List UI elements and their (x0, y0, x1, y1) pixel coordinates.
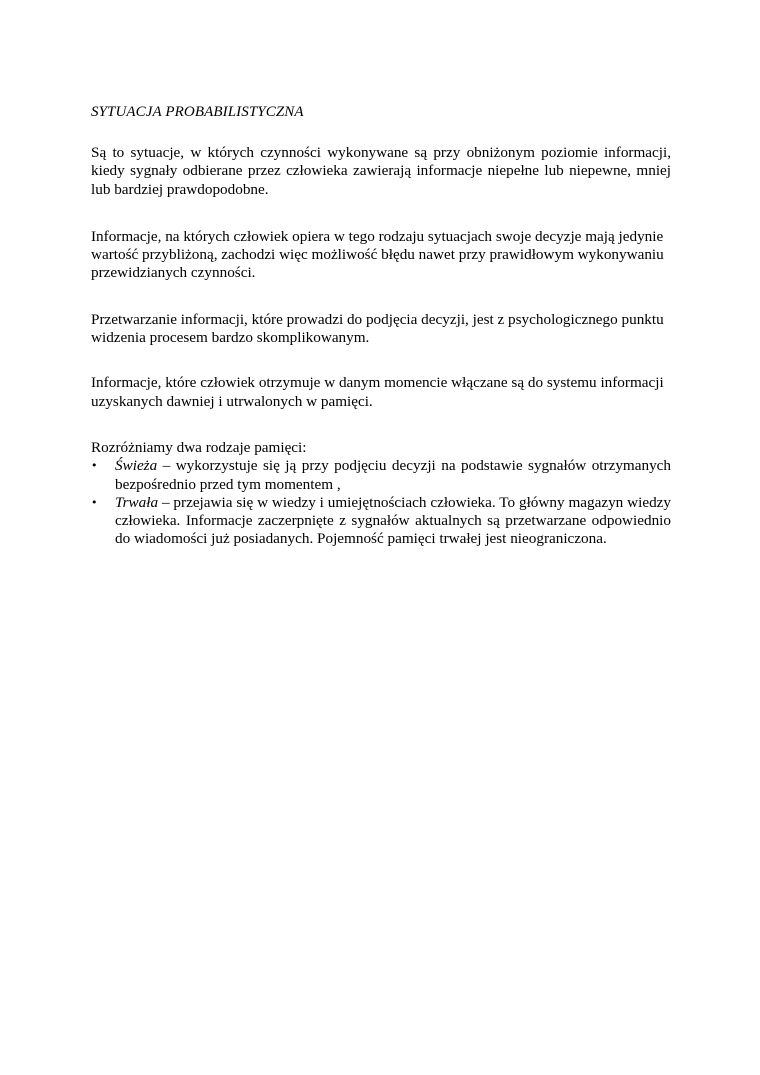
memory-term-fresh: Świeża (115, 457, 158, 475)
paragraph-memory-intro: Rozróżniamy dwa rodzaje pamięci: (91, 438, 307, 456)
memory-description-permanent: – przejawia się w wiedzy i umiejętnościach człowieka. To główny magazyn wiedzy człowieka. Informacje zaczerpnięte z sygnałów aktualnych są przetwarzane odpowiednio do wiadomości już posiadanych. Pojemność pamięci trwałej jest nieograniczona. (115, 493, 671, 548)
document-title: SYTUACJA PROBABILISTYCZNA (91, 104, 304, 120)
paragraph-memory-system: Informacje, które człowiek otrzymuje w danym momencie włączane są do systemu informacji uzyskanych dawniej i utrwalonych w pamięci. (91, 374, 664, 410)
paragraph-decision-info: Informacje, na których człowiek opiera w tego rodzaju sytuacjach swoje decyzje mają jedynie wartość przybliżoną, zachodzi więc możliwość błędu nawet przy prawidłowym wykonywaniu przewidzianych czynności. (91, 227, 664, 282)
paragraph-definition: Są to sytuacje, w których czynności wykonywane są przy obniżonym poziomie informacji, kiedy sygnały odbierane przez człowieka zawierają informacje niepełne lub niepewne, mniej lub bardziej prawdopodobne. (91, 144, 671, 198)
memory-description-fresh: – wykorzystuje się ją przy podjęciu decyzji na podstawie sygnałów otrzymanych bezpośrednio przed tym momentem , (115, 457, 671, 493)
memory-term-permanent: Trwała (115, 493, 159, 511)
list-item-permanent-memory (91, 494, 671, 549)
memory-types-list (91, 457, 671, 548)
bullet-icon: • (91, 495, 98, 509)
document-page (91, 103, 671, 549)
bullet-icon: • (91, 459, 98, 473)
list-item-fresh-memory (91, 457, 671, 494)
paragraph-processing: Przetwarzanie informacji, które prowadzi do podjęcia decyzji, jest z psychologicznego punktu widzenia procesem bardzo skomplikowanym. (91, 310, 664, 347)
